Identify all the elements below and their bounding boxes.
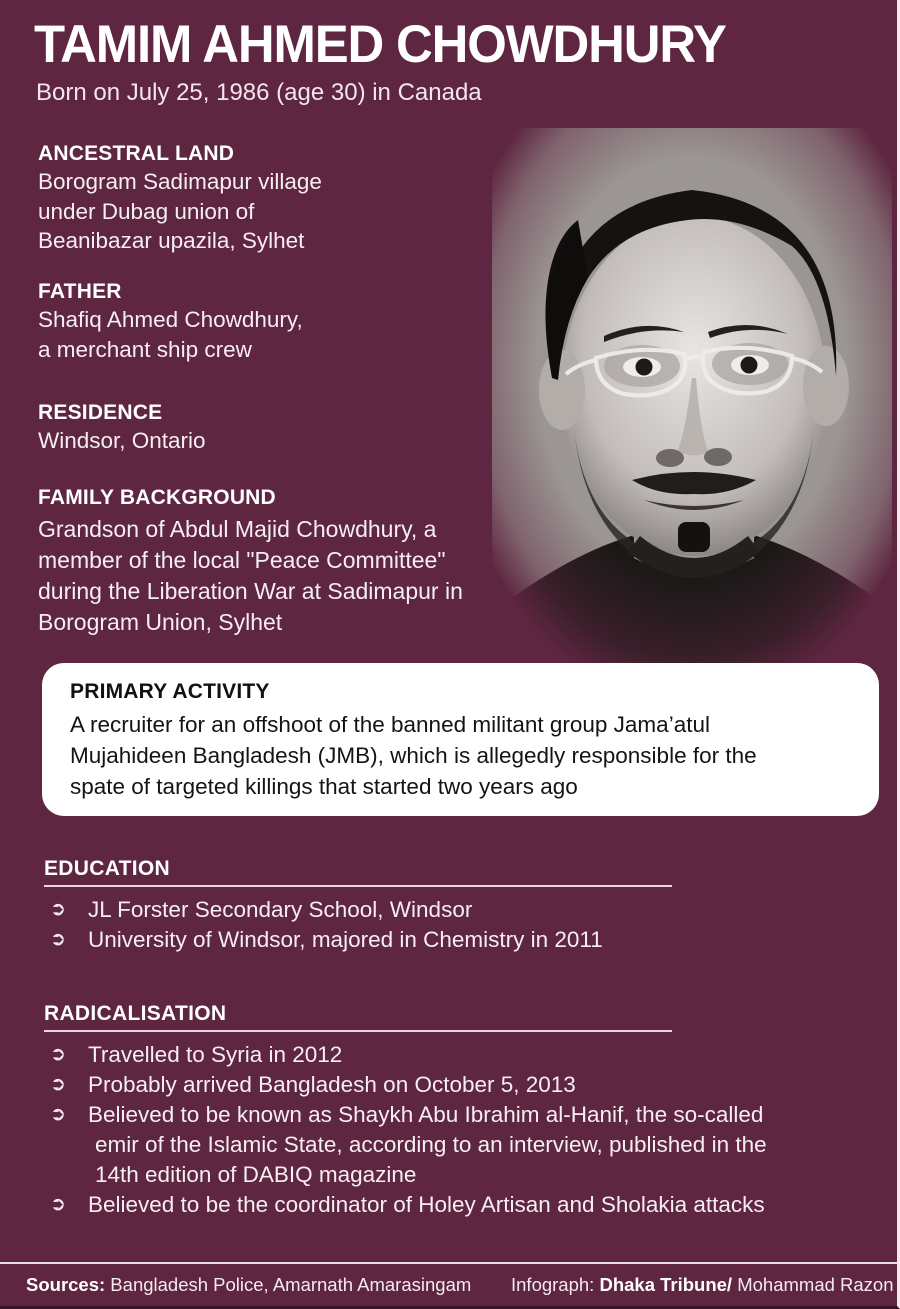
info-line: under Dubag union of	[38, 198, 255, 224]
info-block-family-background	[38, 485, 463, 638]
section-heading: RADICALISATION	[44, 1002, 227, 1025]
section-bullet-list	[44, 1040, 876, 1220]
arrow-loop-bullet-icon: ➲	[50, 899, 66, 920]
list-item-line: Believed to be known as Shaykh Abu Ibrahim al-Hanif, the so-called	[88, 1102, 764, 1127]
info-heading: FAMILY BACKGROUND	[38, 486, 276, 509]
info-heading: FATHER	[38, 280, 122, 303]
arrow-loop-bullet-icon: ➲	[50, 1104, 66, 1125]
info-line: Grandson of Abdul Majid Chowdhury, a	[38, 516, 437, 542]
info-body	[38, 426, 206, 456]
info-body	[38, 514, 463, 638]
footer-credit-label: Infograph:	[511, 1274, 600, 1295]
info-body	[38, 167, 322, 256]
footer-credit	[511, 1273, 894, 1297]
card-line: spate of targeted killings that started two years ago	[70, 774, 578, 799]
portrait-photo	[492, 128, 892, 673]
section-heading: EDUCATION	[44, 857, 170, 880]
section-education	[44, 856, 876, 955]
list-item-text	[88, 1100, 767, 1190]
info-heading: RESIDENCE	[38, 401, 163, 424]
list-item	[44, 1100, 876, 1190]
info-block-father	[38, 279, 303, 364]
info-heading: ANCESTRAL LAND	[38, 142, 235, 165]
section-bullet-list	[44, 895, 876, 955]
arrow-loop-bullet-icon: ➲	[50, 1194, 66, 1215]
list-item	[44, 1040, 876, 1070]
info-line: Beanibazar upazila, Sylhet	[38, 228, 305, 253]
page-title: TAMIM AHMED CHOWDHURY	[34, 15, 726, 74]
card-line: A recruiter for an offshoot of the banned militant group Jama’atul	[70, 712, 710, 737]
info-line: a merchant ship crew	[38, 336, 252, 362]
footer-credit-author: Mohammad Razon	[732, 1274, 894, 1295]
list-item	[44, 925, 876, 955]
page-subtitle: Born on July 25, 1986 (age 30) in Canada	[36, 79, 482, 106]
list-item-line: 14th edition of DABIQ magazine	[95, 1162, 417, 1187]
info-line: during the Liberation War at Sadimapur in	[38, 578, 463, 604]
info-block-residence	[38, 400, 206, 456]
list-item-text	[88, 1040, 342, 1070]
list-item-line: Probably arrived Bangladesh on October 5, 2013	[88, 1072, 576, 1097]
arrow-loop-bullet-icon: ➲	[50, 1074, 66, 1095]
section-radicalisation	[44, 1001, 876, 1220]
list-item-text	[88, 925, 603, 955]
footer-bar	[0, 1264, 897, 1306]
footer-sources	[26, 1273, 471, 1297]
list-item	[44, 895, 876, 925]
primary-activity-card	[42, 663, 879, 816]
info-block-ancestral-land	[38, 141, 322, 256]
list-item	[44, 1070, 876, 1100]
section-divider	[44, 885, 672, 887]
portrait-image	[492, 128, 892, 673]
footer-sources-value: Bangladesh Police, Amarnath Amarasingam	[105, 1274, 472, 1295]
info-line: Borogram Sadimapur village	[38, 169, 322, 194]
list-item	[44, 1190, 876, 1220]
list-item-line: JL Forster Secondary School, Windsor	[88, 897, 473, 922]
list-item-text	[88, 1190, 765, 1220]
info-line: Windsor, Ontario	[38, 428, 206, 453]
info-line: Shafiq Ahmed Chowdhury,	[38, 307, 303, 332]
list-item-text	[88, 895, 472, 925]
list-item-line: emir of the Islamic State, according to an interview, published in the	[95, 1132, 767, 1157]
list-item-line: Travelled to Syria in 2012	[88, 1042, 343, 1067]
list-item-line: University of Windsor, majored in Chemistry in 2011	[88, 927, 603, 952]
info-line: member of the local "Peace Committee"	[38, 547, 446, 573]
info-line: Borogram Union, Sylhet	[38, 609, 283, 635]
section-divider	[44, 1030, 672, 1032]
card-heading: PRIMARY ACTIVITY	[70, 680, 270, 703]
info-body	[38, 305, 303, 364]
footer-credit-brand: Dhaka Tribune/	[599, 1274, 733, 1295]
card-body	[70, 709, 861, 802]
footer-sources-label: Sources:	[26, 1274, 106, 1295]
card-line: Mujahideen Bangladesh (JMB), which is allegedly responsible for the	[70, 743, 757, 768]
arrow-loop-bullet-icon: ➲	[50, 929, 66, 950]
list-item-text	[88, 1070, 576, 1100]
arrow-loop-bullet-icon: ➲	[50, 1044, 66, 1065]
list-item-line: Believed to be the coordinator of Holey Artisan and Sholakia attacks	[88, 1192, 765, 1217]
